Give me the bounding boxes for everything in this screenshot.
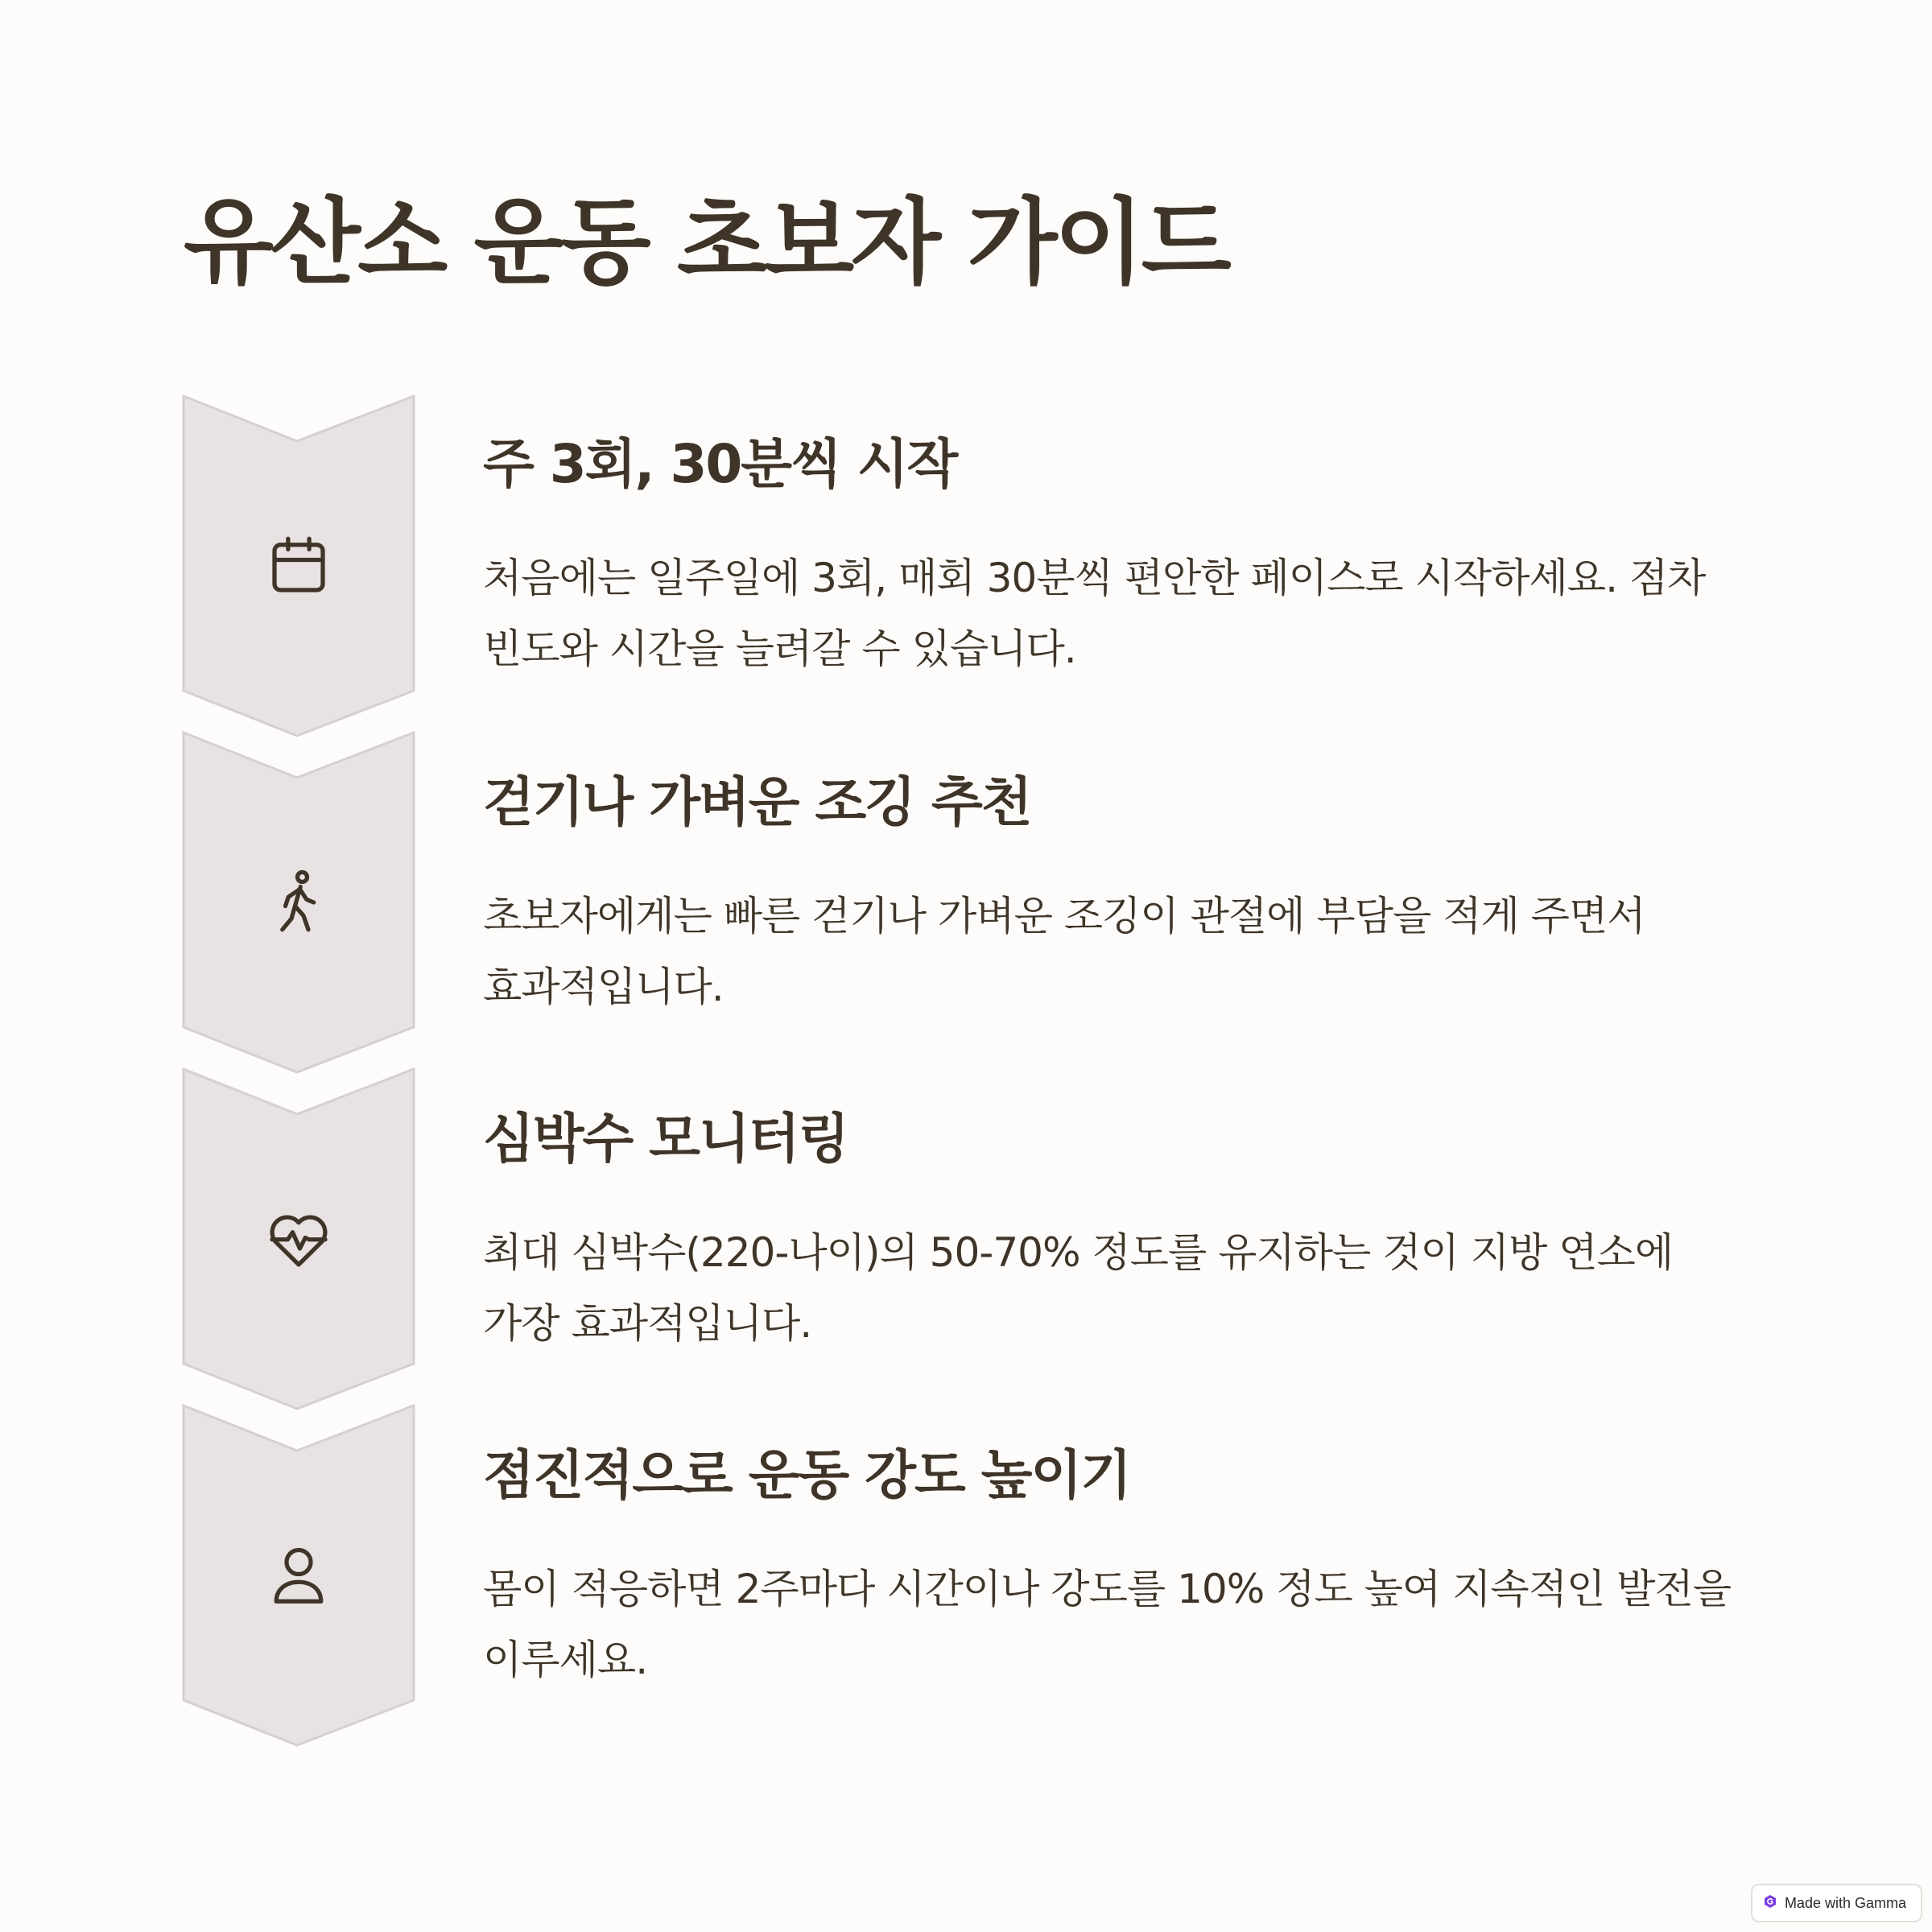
heart-pulse-icon — [262, 1203, 335, 1275]
calendar-icon — [262, 530, 335, 602]
step-title: 주 3회, 30분씩 시작 — [483, 433, 957, 495]
step-description: 몸이 적응하면 2주마다 시간이나 강도를 10% 정도 높여 지속적인 발전을 이루세요. — [483, 1566, 1732, 1683]
step-description: 처음에는 일주일에 3회, 매회 30분씩 편안한 페이스로 시작하세요. 점차 빈도와 시간을 늘려갈 수 있습니다. — [483, 555, 1706, 672]
step-1 — [0, 394, 1932, 737]
step-3 — [0, 1067, 1932, 1410]
step-2 — [0, 731, 1932, 1074]
step-title: 심박수 모니터링 — [483, 1108, 848, 1170]
step-4 — [0, 1404, 1932, 1747]
badge-label: Made with Gamma — [1784, 1894, 1906, 1911]
walking-person-icon — [262, 866, 335, 939]
person-icon — [262, 1539, 335, 1612]
gamma-logo-icon — [1764, 1894, 1777, 1913]
step-description: 최대 심박수(220-나이)의 50-70% 정도를 유지하는 것이 지방 연소에 가장 효과적입니다. — [483, 1229, 1674, 1347]
page-title: 유산소 운동 초보자 가이드 — [184, 188, 1228, 297]
step-title: 걷기나 가벼운 조깅 추천 — [483, 771, 1031, 833]
step-title: 점진적으로 운동 강도 높이기 — [483, 1444, 1131, 1506]
step-description: 초보자에게는 빠른 걷기나 가벼운 조깅이 관절에 부담을 적게 주면서 효과적입니다. — [483, 893, 1645, 1010]
made-with-gamma-badge[interactable] — [1751, 1884, 1922, 1922]
